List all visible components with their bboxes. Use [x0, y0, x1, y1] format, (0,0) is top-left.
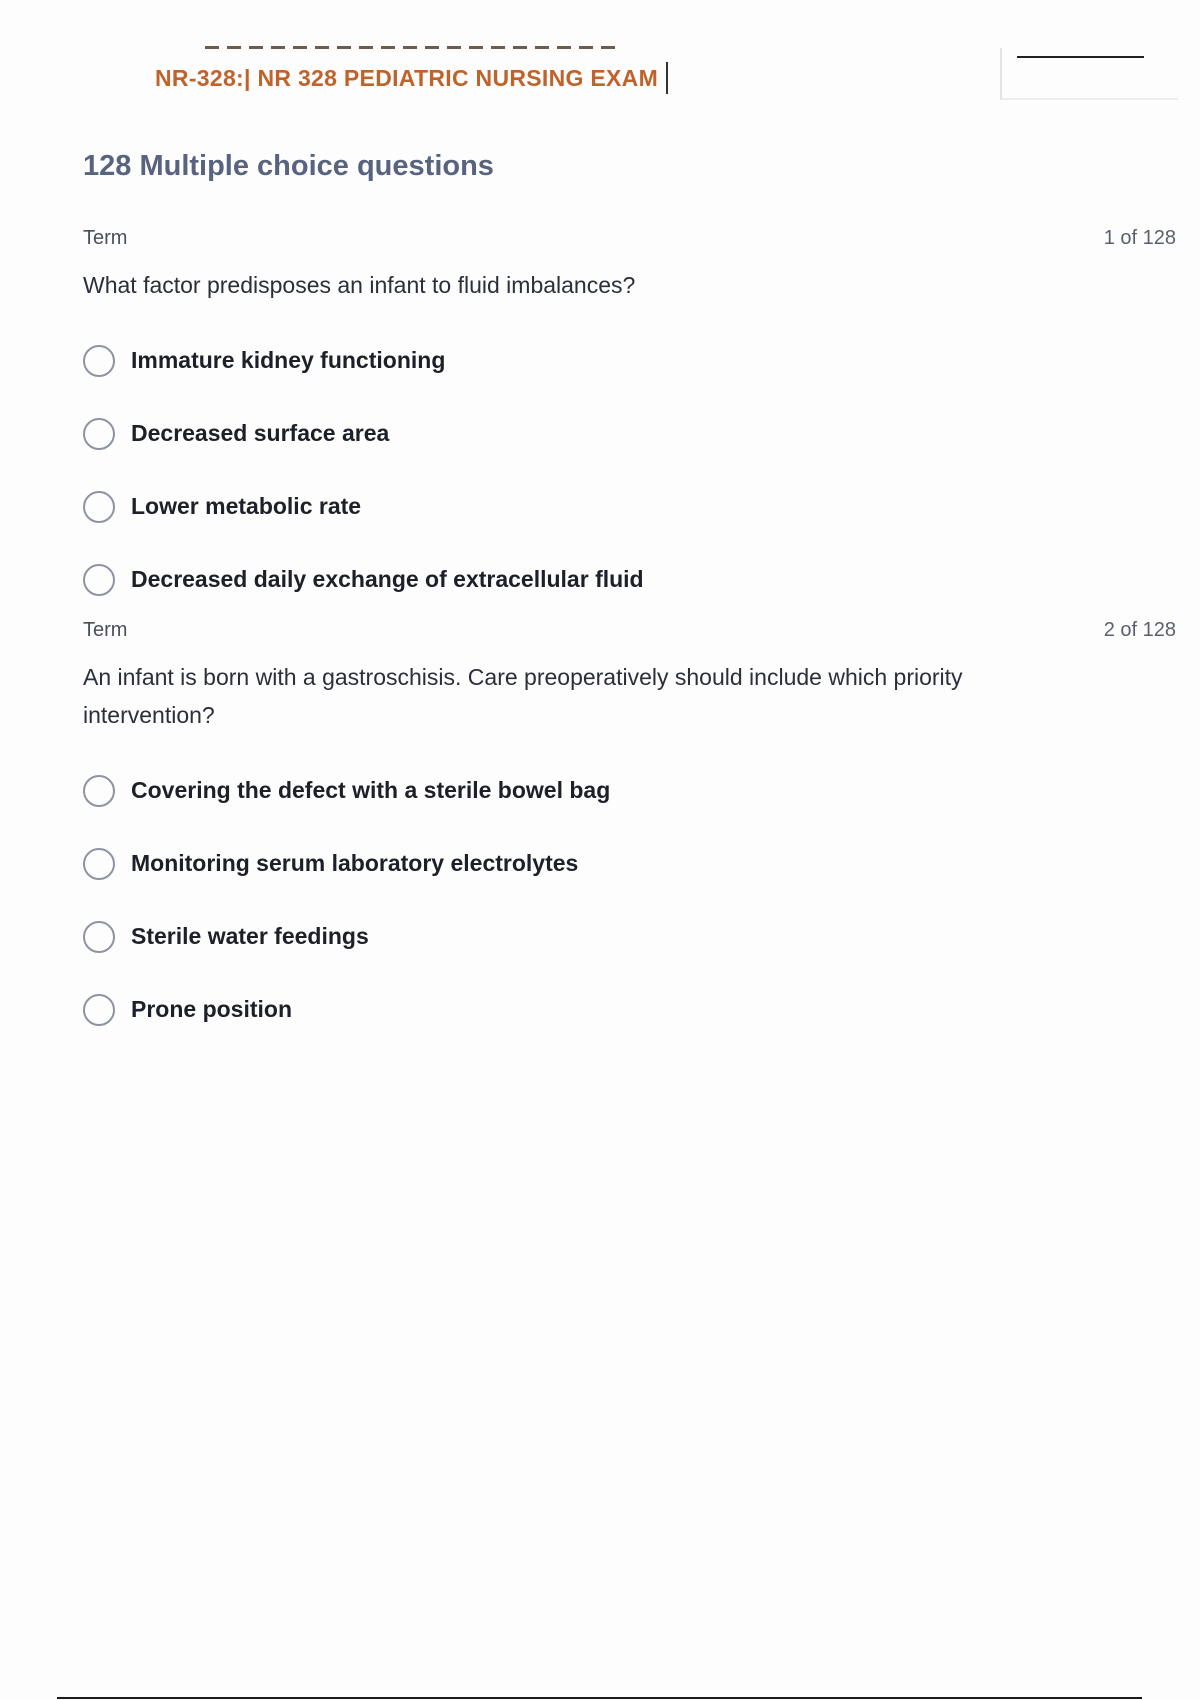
radio-button[interactable] [83, 345, 115, 377]
option-label: Lower metabolic rate [131, 493, 362, 519]
header-field-box [1000, 48, 1178, 100]
question-card-2 [83, 619, 1176, 1046]
answer-option[interactable] [83, 973, 1176, 1046]
term-label: Term [83, 619, 128, 641]
option-label: Prone position [131, 996, 292, 1022]
question-text: What factor predisposes an infant to fluid imbalances? [83, 272, 636, 298]
document-header [155, 62, 668, 94]
question-card-1 [83, 227, 1176, 616]
question-counter: 1 of 128 [1103, 227, 1176, 249]
radio-button[interactable] [83, 921, 115, 953]
radio-button[interactable] [83, 418, 115, 450]
exam-title: NR-328:| NR 328 PEDIATRIC NURSING EXAM [155, 64, 659, 91]
answer-option[interactable] [83, 470, 1176, 543]
text-cursor [666, 62, 668, 94]
radio-button[interactable] [83, 564, 115, 596]
header-rule [1017, 56, 1144, 58]
option-label: Decreased surface area [131, 420, 390, 446]
radio-button[interactable] [83, 994, 115, 1026]
answer-options [83, 324, 1176, 616]
radio-button[interactable] [83, 848, 115, 880]
option-label: Decreased daily exchange of extracellular fluid [131, 566, 644, 592]
question-header [83, 619, 1176, 642]
page-bottom-rule [57, 1697, 1142, 1699]
question-text: An infant is born with a gastroschisis. Care preoperatively should include which priority intervention? [83, 664, 963, 728]
cropped-header-text [205, 42, 615, 50]
radio-button[interactable] [83, 775, 115, 807]
answer-option[interactable] [83, 543, 1176, 616]
page-title: 128 Multiple choice questions [83, 150, 494, 182]
question-header [83, 227, 1176, 250]
answer-option[interactable] [83, 754, 1176, 827]
option-label: Covering the defect with a sterile bowel bag [131, 777, 611, 803]
answer-option[interactable] [83, 900, 1176, 973]
answer-option[interactable] [83, 324, 1176, 397]
question-counter: 2 of 128 [1103, 619, 1176, 641]
answer-options [83, 754, 1176, 1046]
answer-option[interactable] [83, 827, 1176, 900]
answer-option[interactable] [83, 397, 1176, 470]
option-label: Sterile water feedings [131, 923, 369, 949]
term-label: Term [83, 227, 128, 249]
option-label: Immature kidney functioning [131, 347, 446, 373]
option-label: Monitoring serum laboratory electrolytes [131, 850, 579, 876]
radio-button[interactable] [83, 491, 115, 523]
